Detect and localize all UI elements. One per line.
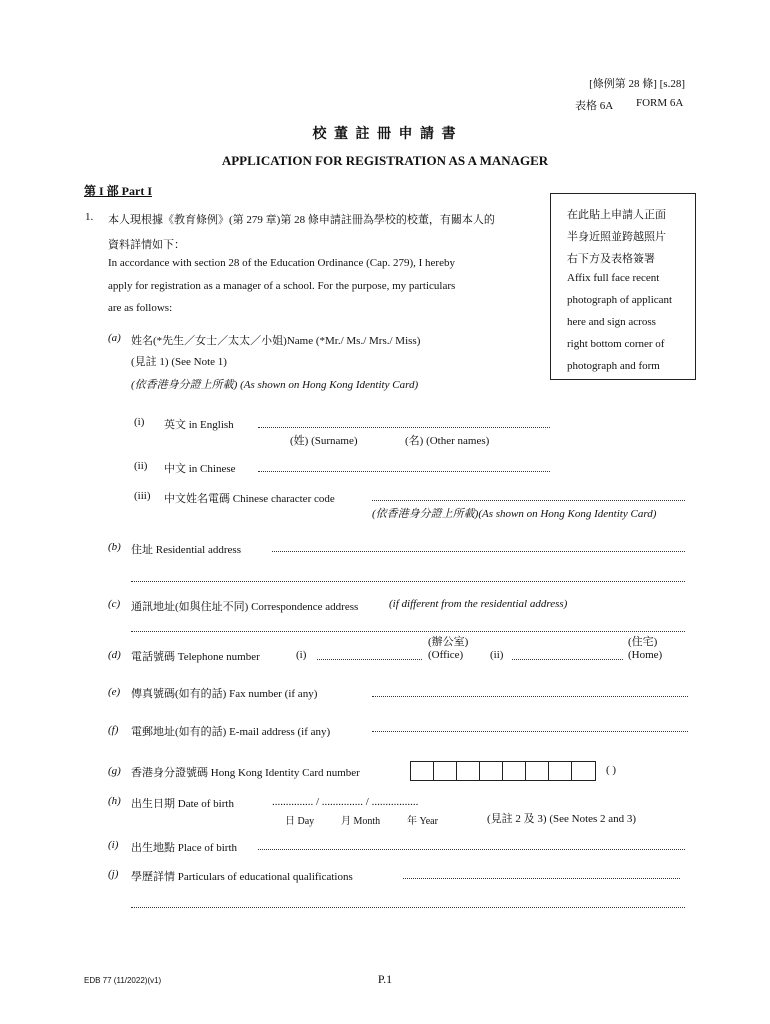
education-field[interactable] — [403, 878, 680, 879]
hkid-check-digit[interactable]: ( ) — [606, 764, 617, 776]
place-of-birth-field[interactable] — [258, 849, 685, 850]
office-caption-en: (Office) — [428, 649, 464, 661]
section-text-cn-2: 資料詳情如下： — [108, 239, 185, 251]
photo-instruction-line: photograph of applicant — [567, 294, 673, 306]
photo-instruction-line: 右下方及表格簽署 — [567, 253, 655, 265]
field-h-letter: (h) — [108, 795, 121, 807]
hkid-cell[interactable] — [526, 762, 549, 780]
hkid-cell[interactable] — [457, 762, 480, 780]
telephone-label: 電話號碼 Telephone number — [131, 651, 260, 663]
section-text-en-1: In accordance with section 28 of the Education Ordinance (Cap. 279), I hereby — [108, 257, 455, 269]
fax-field[interactable] — [372, 696, 688, 697]
field-c-letter: (c) — [108, 598, 121, 610]
hkid-cell[interactable] — [549, 762, 572, 780]
hkid-cell[interactable] — [411, 762, 434, 780]
english-name-field[interactable] — [258, 427, 550, 428]
part-label: 第 I 部 Part I — [84, 184, 152, 198]
field-e-letter: (e) — [108, 686, 121, 698]
telephone-i: (i) — [296, 649, 307, 661]
form-number-en: FORM 6A — [636, 97, 684, 109]
field-i-letter: (i) — [108, 839, 119, 851]
hkid-label: 香港身分證號碼 Hong Kong Identity Card number — [131, 767, 360, 779]
field-g-letter: (g) — [108, 765, 121, 777]
chinese-name-field[interactable] — [258, 471, 550, 472]
place-of-birth-label: 出生地點 Place of birth — [131, 842, 238, 854]
char-code-note: (依香港身分證上所載)(As shown on Hong Kong Identity Card) — [372, 508, 657, 520]
title-en: APPLICATION FOR REGISTRATION AS A MANAGER — [221, 153, 549, 168]
page-number: P.1 — [377, 972, 393, 986]
home-phone-field[interactable] — [512, 659, 623, 660]
section-number: 1. — [85, 211, 94, 223]
office-phone-field[interactable] — [317, 659, 422, 660]
photo-instruction-line: here and sign across — [567, 316, 656, 328]
photo-instruction-line: Affix full face recent — [567, 272, 660, 284]
english-name-label: 英文 in English — [164, 419, 234, 431]
char-code-field[interactable] — [372, 500, 685, 501]
dob-notes: (見註 2 及 3) (See Notes 2 and 3) — [487, 813, 637, 825]
english-name-num: (i) — [134, 416, 145, 428]
photo-instruction-line: 在此貼上申請人正面 — [567, 209, 666, 221]
field-b-letter: (b) — [108, 541, 121, 553]
telephone-ii: (ii) — [490, 649, 504, 661]
home-caption-cn: (住宅) — [628, 636, 658, 648]
residential-address-field[interactable] — [272, 551, 685, 552]
other-names-caption: (名) (Other names) — [405, 435, 490, 447]
email-field[interactable] — [372, 731, 688, 732]
field-d-letter: (d) — [108, 649, 121, 661]
name-as-shown: (依香港身分證上所載) (As shown on Hong Kong Identity Card) — [131, 379, 419, 391]
office-caption-cn: (辦公室) — [428, 636, 469, 648]
field-a-letter: (a) — [108, 332, 121, 344]
section-text-en-2: apply for registration as a manager of a school. For the purpose, my particulars — [108, 280, 456, 292]
field-j-letter: (j) — [108, 868, 119, 880]
photo-instruction-line: 半身近照並跨越照片 — [567, 231, 666, 243]
section-text-en-3: are as follows: — [108, 302, 173, 314]
photo-instruction-line: photograph and form — [567, 360, 660, 372]
char-code-num: (iii) — [134, 490, 151, 502]
photo-instruction-line: right bottom corner of — [567, 338, 665, 350]
name-note: (見註 1) (See Note 1) — [131, 356, 227, 368]
residential-address-label: 住址 Residential address — [131, 544, 241, 556]
hkid-cell[interactable] — [480, 762, 503, 780]
title-cn: 校 董 註 冊 申 請 書 — [312, 127, 458, 142]
hkid-cell[interactable] — [503, 762, 526, 780]
surname-caption: (姓) (Surname) — [290, 435, 358, 447]
residential-address-field-line2[interactable] — [131, 581, 685, 582]
hkid-cell[interactable] — [572, 762, 595, 780]
dob-year-caption: 年 Year — [407, 816, 438, 827]
hkid-cell[interactable] — [434, 762, 457, 780]
hkid-grid[interactable] — [410, 761, 596, 781]
name-label: 姓名(*先生／女士／太太／小姐)Name (*Mr./ Ms./ Mrs./ Miss) — [131, 335, 421, 347]
correspondence-address-label: 通訊地址(如與住址不同) Correspondence address — [131, 601, 359, 613]
email-label: 電郵地址(如有的話) E-mail address (if any) — [131, 726, 331, 738]
char-code-label: 中文姓名電碼 Chinese character code — [164, 493, 335, 505]
form-number-cn: 表格 6A — [575, 100, 614, 112]
education-label: 學歷詳情 Particulars of educational qualifications — [131, 871, 353, 883]
correspondence-address-condition: (if different from the residential address) — [389, 598, 568, 610]
correspondence-address-field[interactable] — [131, 631, 685, 632]
dob-day-caption: 日 Day — [285, 816, 315, 827]
dob-label: 出生日期 Date of birth — [131, 798, 234, 810]
form-code: EDB 77 (11/2022)(v1) — [84, 976, 162, 985]
section-text-cn-1: 本人現根據《教育條例》(第 279 章)第 28 條申請註冊為學校的校董，有關本人的 — [108, 214, 495, 226]
photo-box[interactable] — [550, 193, 696, 380]
dob-field[interactable]: ............... / ............... / ................. — [272, 796, 419, 808]
education-field-line2[interactable] — [131, 907, 685, 908]
field-f-letter: (f) — [108, 724, 119, 736]
dob-month-caption: 月 Month — [341, 816, 381, 827]
fax-label: 傳真號碼(如有的話) Fax number (if any) — [131, 688, 318, 700]
ordinance-reference: [條例第 28 條] [s.28] — [589, 78, 685, 90]
chinese-name-label: 中文 in Chinese — [164, 463, 236, 475]
home-caption-en: (Home) — [628, 649, 663, 661]
chinese-name-num: (ii) — [134, 460, 148, 472]
